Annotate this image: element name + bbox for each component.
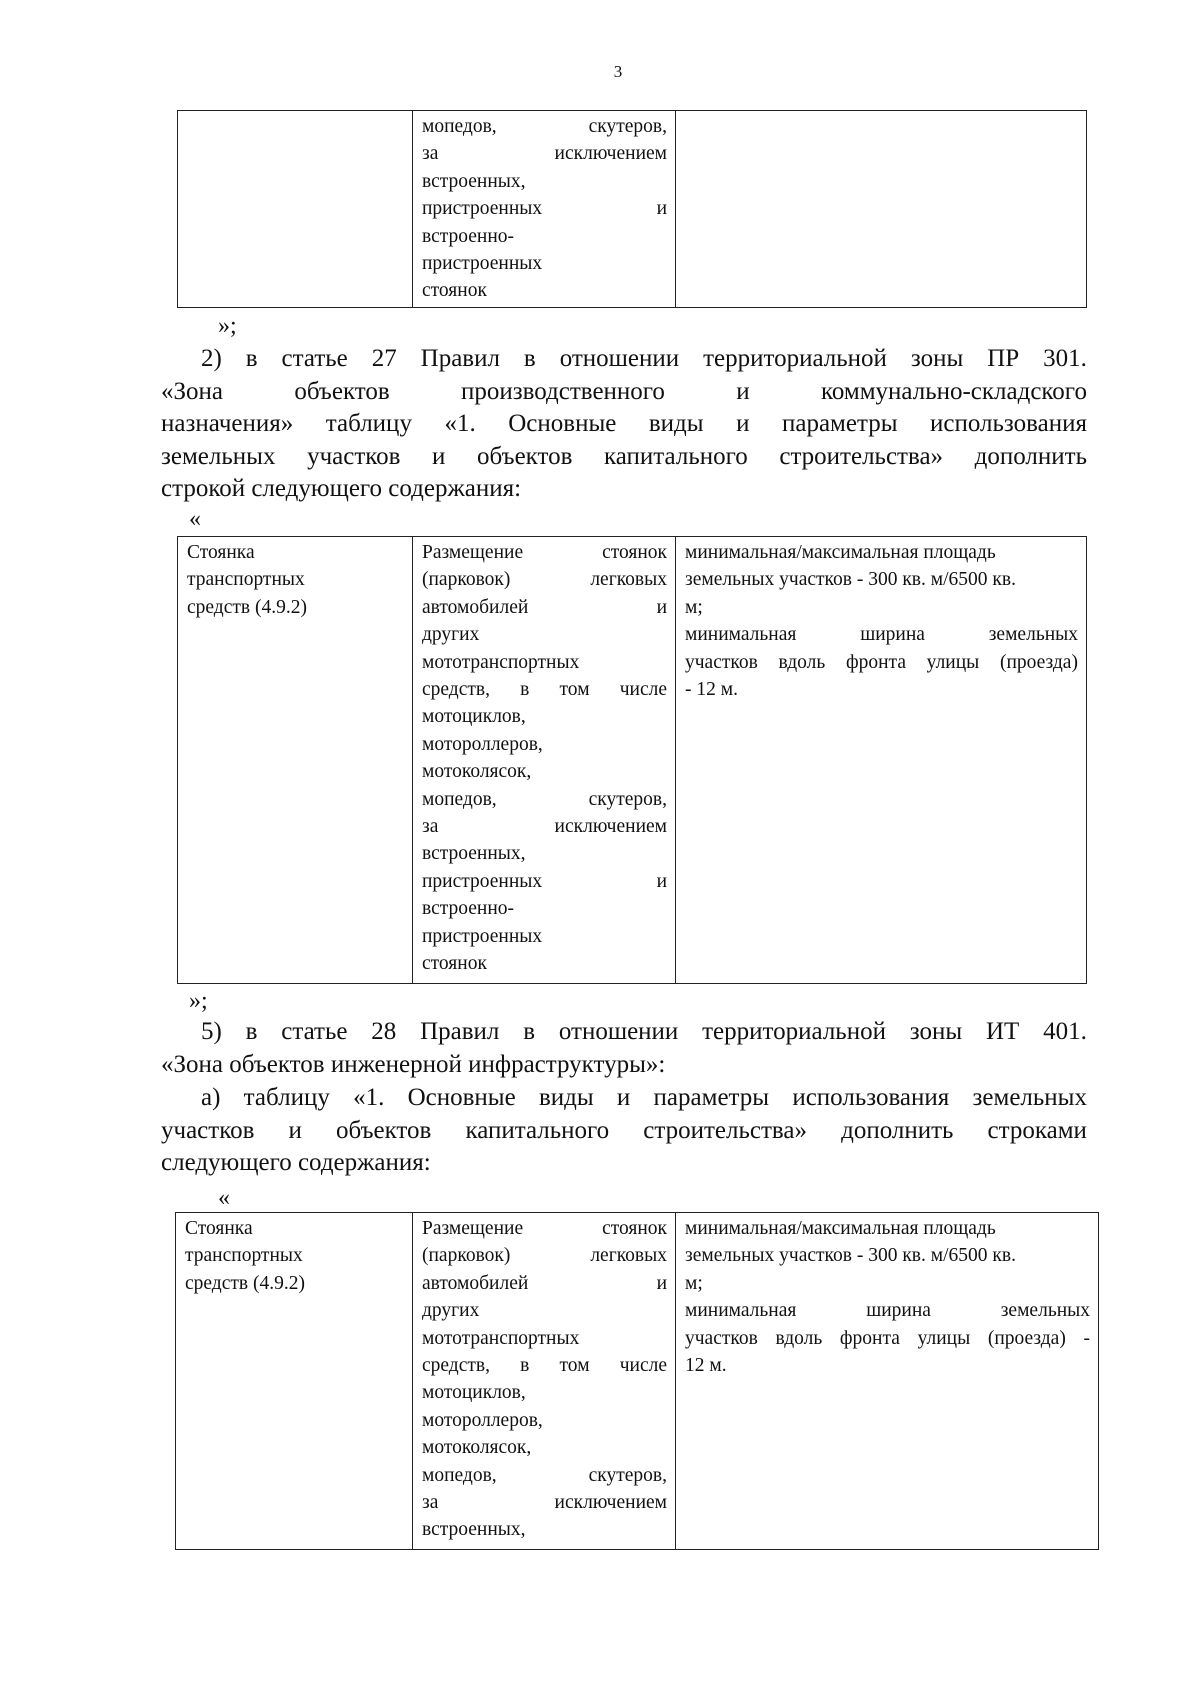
text-line: земельных участков - 300 кв. м/6500 кв. xyxy=(685,1245,1016,1267)
word: капитального xyxy=(465,1116,610,1144)
word: пристроенных xyxy=(422,870,543,892)
table-middle xyxy=(177,536,1087,984)
text-line: мотоколясок, xyxy=(422,1437,532,1459)
table-cell-name xyxy=(176,1213,413,1550)
word: а) xyxy=(201,1084,221,1111)
word: исключением xyxy=(554,1492,667,1514)
word: (парковок) xyxy=(422,1245,511,1267)
word: 5) xyxy=(201,1018,222,1045)
word: ширина xyxy=(866,1300,931,1322)
cell-lines xyxy=(685,539,1078,703)
word: мопедов, xyxy=(422,116,497,137)
text-line: средств (4.9.2) xyxy=(185,1272,305,1294)
paragraph-5 xyxy=(161,1016,1087,1081)
table-cell-description xyxy=(413,111,676,308)
word: земельных xyxy=(988,624,1078,646)
page-number: 3 xyxy=(613,62,623,81)
word: таблицу xyxy=(325,410,412,438)
text-line: встроенно- xyxy=(422,898,515,920)
word: 27 xyxy=(371,345,397,372)
word: объектов xyxy=(477,442,573,470)
word: производственного xyxy=(461,377,665,405)
word: и xyxy=(656,596,667,618)
word: средств, xyxy=(422,679,490,701)
word: таблицу xyxy=(243,1084,330,1111)
word: территориальной xyxy=(703,345,887,372)
text-line xyxy=(685,1325,1090,1352)
word: в xyxy=(245,1018,258,1045)
word: параметры xyxy=(781,410,898,438)
text-line: стоянок xyxy=(422,953,487,975)
word: автомобилей xyxy=(422,1272,529,1294)
word: 28 xyxy=(371,1018,397,1045)
word: Правил xyxy=(420,1018,500,1045)
text-line: мототранспортных xyxy=(422,1327,580,1349)
text-line xyxy=(422,676,667,703)
word: статье xyxy=(281,1018,348,1045)
table-cell-parameters xyxy=(676,1213,1099,1550)
table-row xyxy=(178,111,1087,308)
text-line: следующего содержания: xyxy=(161,1149,431,1177)
word: (проезда) xyxy=(987,1327,1066,1349)
word: объектов xyxy=(335,1116,432,1144)
word: «Зона xyxy=(161,377,223,405)
word: участков xyxy=(685,651,758,673)
text-line: мотороллеров, xyxy=(422,733,543,755)
text-line: транспортных xyxy=(187,569,305,591)
word: Основные xyxy=(508,410,617,438)
word: объектов xyxy=(294,377,390,405)
text-line xyxy=(685,621,1078,648)
word: скутеров, xyxy=(588,116,667,137)
word: средств, xyxy=(422,1355,490,1377)
word: строительства» xyxy=(643,1116,807,1144)
close-quote: »; xyxy=(189,988,208,1014)
table-top xyxy=(177,110,1087,308)
word: числе xyxy=(619,1355,667,1377)
cell-lines xyxy=(685,1215,1090,1379)
paragraph-5a xyxy=(161,1082,1087,1180)
word: строками xyxy=(987,1116,1087,1144)
text-line: стоянок xyxy=(422,280,487,302)
text-line: 12 м. xyxy=(685,1355,727,1377)
word: и xyxy=(656,870,667,892)
word: и xyxy=(736,377,750,405)
word: Размещение xyxy=(422,1218,524,1239)
table-cell-name xyxy=(178,537,413,984)
word: и xyxy=(736,410,750,438)
text-line: строкой следующего содержания: xyxy=(161,475,522,503)
text-line xyxy=(422,1270,667,1297)
word: виды xyxy=(648,410,704,438)
word: земельных xyxy=(161,442,276,470)
word: земельных xyxy=(1000,1300,1090,1322)
text-line xyxy=(161,1115,1087,1148)
word: дополнить xyxy=(974,442,1087,470)
word: легковых xyxy=(590,569,667,591)
text-line: - 12 м. xyxy=(685,679,738,701)
paragraph-2 xyxy=(161,343,1087,506)
word: дополнить xyxy=(841,1116,954,1144)
text-line xyxy=(422,594,667,621)
text-line xyxy=(422,140,667,167)
text-line xyxy=(161,441,1087,474)
word: в xyxy=(245,345,258,372)
word: участков xyxy=(307,442,401,470)
word: 401. xyxy=(1043,1018,1087,1045)
word: «1. xyxy=(353,1084,385,1111)
word: том xyxy=(559,1355,590,1377)
table-cell-description xyxy=(413,537,676,984)
word: «1. xyxy=(444,410,476,438)
cell-lines xyxy=(185,1215,404,1297)
text-line: средств (4.9.2) xyxy=(187,596,307,618)
text-line xyxy=(422,1242,667,1269)
word: минимальная xyxy=(685,1300,797,1322)
word: и xyxy=(656,198,667,220)
word: и xyxy=(288,1116,302,1144)
word: участков xyxy=(161,1116,255,1144)
text-line: встроенных, xyxy=(422,843,526,865)
word: том xyxy=(559,679,590,701)
word: коммунально-складского xyxy=(820,377,1087,405)
cell-lines xyxy=(422,1215,667,1544)
text-line: мотоциклов, xyxy=(422,706,526,728)
word: в xyxy=(520,1355,530,1377)
table-cell-description xyxy=(413,1213,676,1550)
cell-lines xyxy=(422,113,667,305)
text-line: встроенных, xyxy=(422,170,526,192)
word: исключением xyxy=(554,816,667,838)
word: фронта xyxy=(845,651,906,673)
text-line: Стоянка xyxy=(187,542,255,563)
word: числе xyxy=(619,679,667,701)
text-line: Стоянка xyxy=(185,1218,253,1239)
word: в xyxy=(523,345,536,372)
text-line xyxy=(422,539,667,566)
text-line xyxy=(422,1462,667,1489)
text-line: пристроенных xyxy=(422,253,543,275)
word: ИТ xyxy=(985,1018,1020,1045)
word: и xyxy=(432,442,446,470)
open-quote: « xyxy=(218,1185,230,1211)
text-line: м; xyxy=(685,596,703,618)
text-line: мотороллеров, xyxy=(422,1409,543,1431)
text-line: других xyxy=(422,624,480,646)
word: участков xyxy=(685,1327,758,1349)
word: исключением xyxy=(554,143,667,165)
word: фронта xyxy=(839,1327,900,1349)
word: стоянок xyxy=(602,542,667,563)
table-cell-name xyxy=(178,111,413,308)
word: статье xyxy=(281,345,348,372)
word: в xyxy=(520,679,530,701)
word: зоны xyxy=(910,345,964,372)
close-quote: »; xyxy=(218,313,237,339)
word: стоянок xyxy=(602,1218,667,1239)
word: за xyxy=(422,143,439,165)
word: автомобилей xyxy=(422,596,529,618)
text-line: м; xyxy=(685,1272,703,1294)
word: Основные xyxy=(407,1084,516,1111)
text-line xyxy=(422,786,667,813)
text-line: пристроенных xyxy=(422,925,543,947)
text-line: встроенно- xyxy=(422,225,515,247)
word: использования xyxy=(930,410,1087,438)
word: скутеров, xyxy=(588,788,667,810)
word: строительства» xyxy=(779,442,944,470)
word: земельных xyxy=(972,1084,1087,1111)
word: (парковок) xyxy=(422,569,511,591)
word: пристроенных xyxy=(422,198,543,220)
word: параметры xyxy=(653,1084,770,1111)
word: назначения» xyxy=(161,410,294,438)
word: легковых xyxy=(590,1245,667,1267)
word: скутеров, xyxy=(588,1464,667,1486)
word: и xyxy=(616,1084,631,1111)
text-line xyxy=(685,649,1078,676)
text-line xyxy=(422,813,667,840)
cell-lines xyxy=(187,539,404,621)
text-line: других xyxy=(422,1300,480,1322)
table-row xyxy=(176,1213,1099,1550)
word: (проезда) xyxy=(999,651,1078,673)
cell-lines xyxy=(422,539,667,978)
text-line: мотоколясок, xyxy=(422,761,532,783)
word: улицы xyxy=(926,651,980,673)
word: отношении xyxy=(559,345,680,372)
word: улицы xyxy=(917,1327,971,1349)
open-quote: « xyxy=(189,506,201,532)
word: Размещение xyxy=(422,542,524,563)
word: отношении xyxy=(558,1018,679,1045)
text-line xyxy=(161,1082,1087,1115)
text-line xyxy=(422,195,667,222)
table-row xyxy=(178,537,1087,984)
word: ширина xyxy=(860,624,925,646)
text-line xyxy=(422,113,667,140)
text-line: минимальная/максимальная площадь xyxy=(685,542,996,563)
word: мопедов, xyxy=(422,1464,497,1486)
word: - xyxy=(1083,1327,1090,1349)
text-line xyxy=(422,566,667,593)
text-line xyxy=(422,1489,667,1516)
word: вдоль xyxy=(778,651,826,673)
word: минимальная xyxy=(685,624,797,646)
word: ПР xyxy=(987,345,1020,372)
word: территориальной xyxy=(702,1018,886,1045)
word: 301. xyxy=(1043,345,1087,372)
text-line: минимальная/максимальная площадь xyxy=(685,1218,996,1239)
table-cell-parameters xyxy=(676,111,1087,308)
word: за xyxy=(422,1492,439,1514)
word: виды xyxy=(538,1084,594,1111)
text-line xyxy=(685,1297,1090,1324)
word: вдоль xyxy=(775,1327,823,1349)
text-line: земельных участков - 300 кв. м/6500 кв. xyxy=(685,569,1016,591)
text-line xyxy=(161,408,1087,441)
word: капитального xyxy=(604,442,748,470)
text-line xyxy=(422,1215,667,1242)
word: зоны xyxy=(909,1018,963,1045)
word: за xyxy=(422,816,439,838)
word: в xyxy=(523,1018,536,1045)
text-line xyxy=(161,343,1087,376)
word: и xyxy=(656,1272,667,1294)
word: 2) xyxy=(201,345,222,372)
table-bottom xyxy=(175,1212,1099,1550)
word: мопедов, xyxy=(422,788,497,810)
text-line xyxy=(422,1352,667,1379)
word: использования xyxy=(792,1084,950,1111)
text-line xyxy=(422,868,667,895)
text-line xyxy=(161,376,1087,409)
table-cell-parameters xyxy=(676,537,1087,984)
text-line xyxy=(161,1016,1087,1049)
text-line: «Зона объектов инженерной инфраструктуры»: xyxy=(161,1050,666,1078)
text-line: мотоциклов, xyxy=(422,1382,526,1404)
text-line: транспортных xyxy=(185,1245,303,1267)
text-line: мототранспортных xyxy=(422,651,580,673)
word: Правил xyxy=(420,345,500,372)
text-line: встроенных, xyxy=(422,1519,526,1541)
